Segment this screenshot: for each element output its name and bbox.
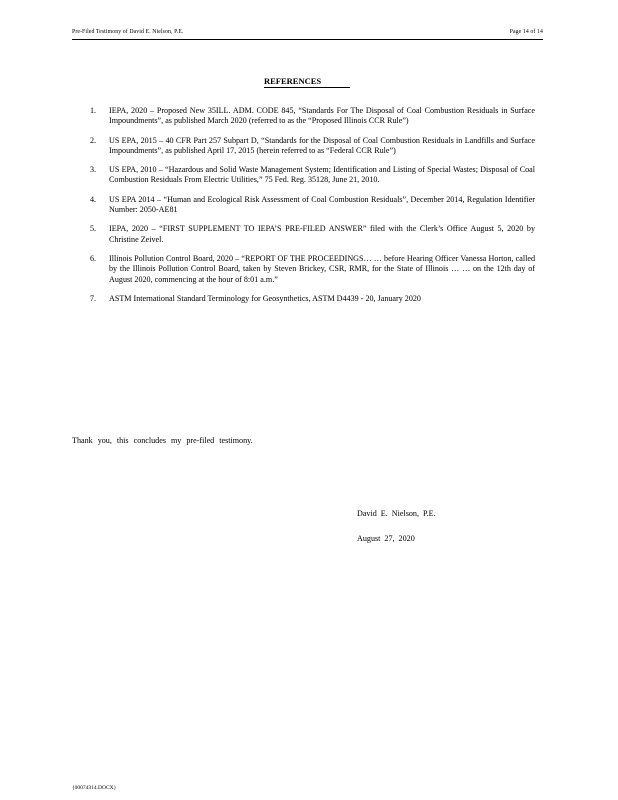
page-number: Page 14 of 14 <box>509 29 543 35</box>
reference-item <box>90 165 535 186</box>
reference-item <box>90 136 535 157</box>
reference-text: IEPA, 2020 – Proposed New 35ILL. ADM. CODE 845, “Standards For The Disposal of Coal Combustion Residuals in Surface Impoundments”, as published March 2020 (referred to as the “Proposed Illinois CCR Rule”) <box>109 106 535 126</box>
signature-date: August 27, 2020 <box>357 534 415 543</box>
reference-text: ASTM International Standard Terminology for Geosynthetics, ASTM D4439 - 20, January 2020 <box>109 293 421 303</box>
signature-name: David E. Nielson, P.E. <box>357 509 436 518</box>
closing-statement: Thank you, this concludes my pre-filed testimony. <box>72 436 253 445</box>
reference-text: Illinois Pollution Control Board, 2020 – “REPORT OF THE PROCEEDINGS… … before Hearing Officer Vanessa Horton, called by the Illinois Pollution Control Board, taken by Steven Brickey, CSR, RMR, for the State of Illinois … … on the 12th day of August 2020, commencing at the hour of 8:01 a.m.” <box>109 253 535 284</box>
reference-text: US EPA, 2015 – 40 CFR Part 257 Subpart D, “Standards for the Disposal of Coal Combustion Residuals in Landfills and Surface Impoundments”, as published April 17, 2015 (herein referred to as “Federal CCR Rule”) <box>109 135 535 155</box>
references-list <box>90 106 535 313</box>
reference-number: 6. <box>90 253 97 263</box>
reference-item <box>90 224 535 245</box>
reference-number: 1. <box>90 106 97 115</box>
reference-number: 4. <box>90 194 97 204</box>
reference-text: US EPA 2014 – “Human and Ecological Risk Assessment of Coal Combustion Residuals”, December 2014, Regulation Identifier Number: 2050-AE81 <box>109 194 535 215</box>
reference-number: 3. <box>90 165 97 175</box>
document-id-footer: {00074314.DOCX} <box>72 785 117 791</box>
reference-item <box>90 294 535 304</box>
page-header <box>72 28 543 40</box>
reference-number: 7. <box>90 293 97 303</box>
reference-text: IEPA, 2020 – “FIRST SUPPLEMENT TO IEPA’S PRE-FILED ANSWER” filed with the Clerk’s Office August 5, 2020 by Christine Zeivel. <box>109 224 535 244</box>
reference-item <box>90 254 535 285</box>
reference-number: 2. <box>90 135 97 145</box>
header-title: Pre-Filed Testimony of David E. Nielson, P.E. <box>72 29 184 35</box>
reference-number: 5. <box>90 224 97 234</box>
references-heading: REFERENCES <box>264 76 350 88</box>
reference-text: US EPA, 2010 – “Hazardous and Solid Waste Management System; Identification and Listing of Special Wastes; Disposal of Coal Combustion Residuals From Electric Utilities,” 75 Fed. Reg. 35128, June 21, 2010. <box>109 165 535 185</box>
reference-item <box>90 106 535 127</box>
reference-item <box>90 195 535 216</box>
